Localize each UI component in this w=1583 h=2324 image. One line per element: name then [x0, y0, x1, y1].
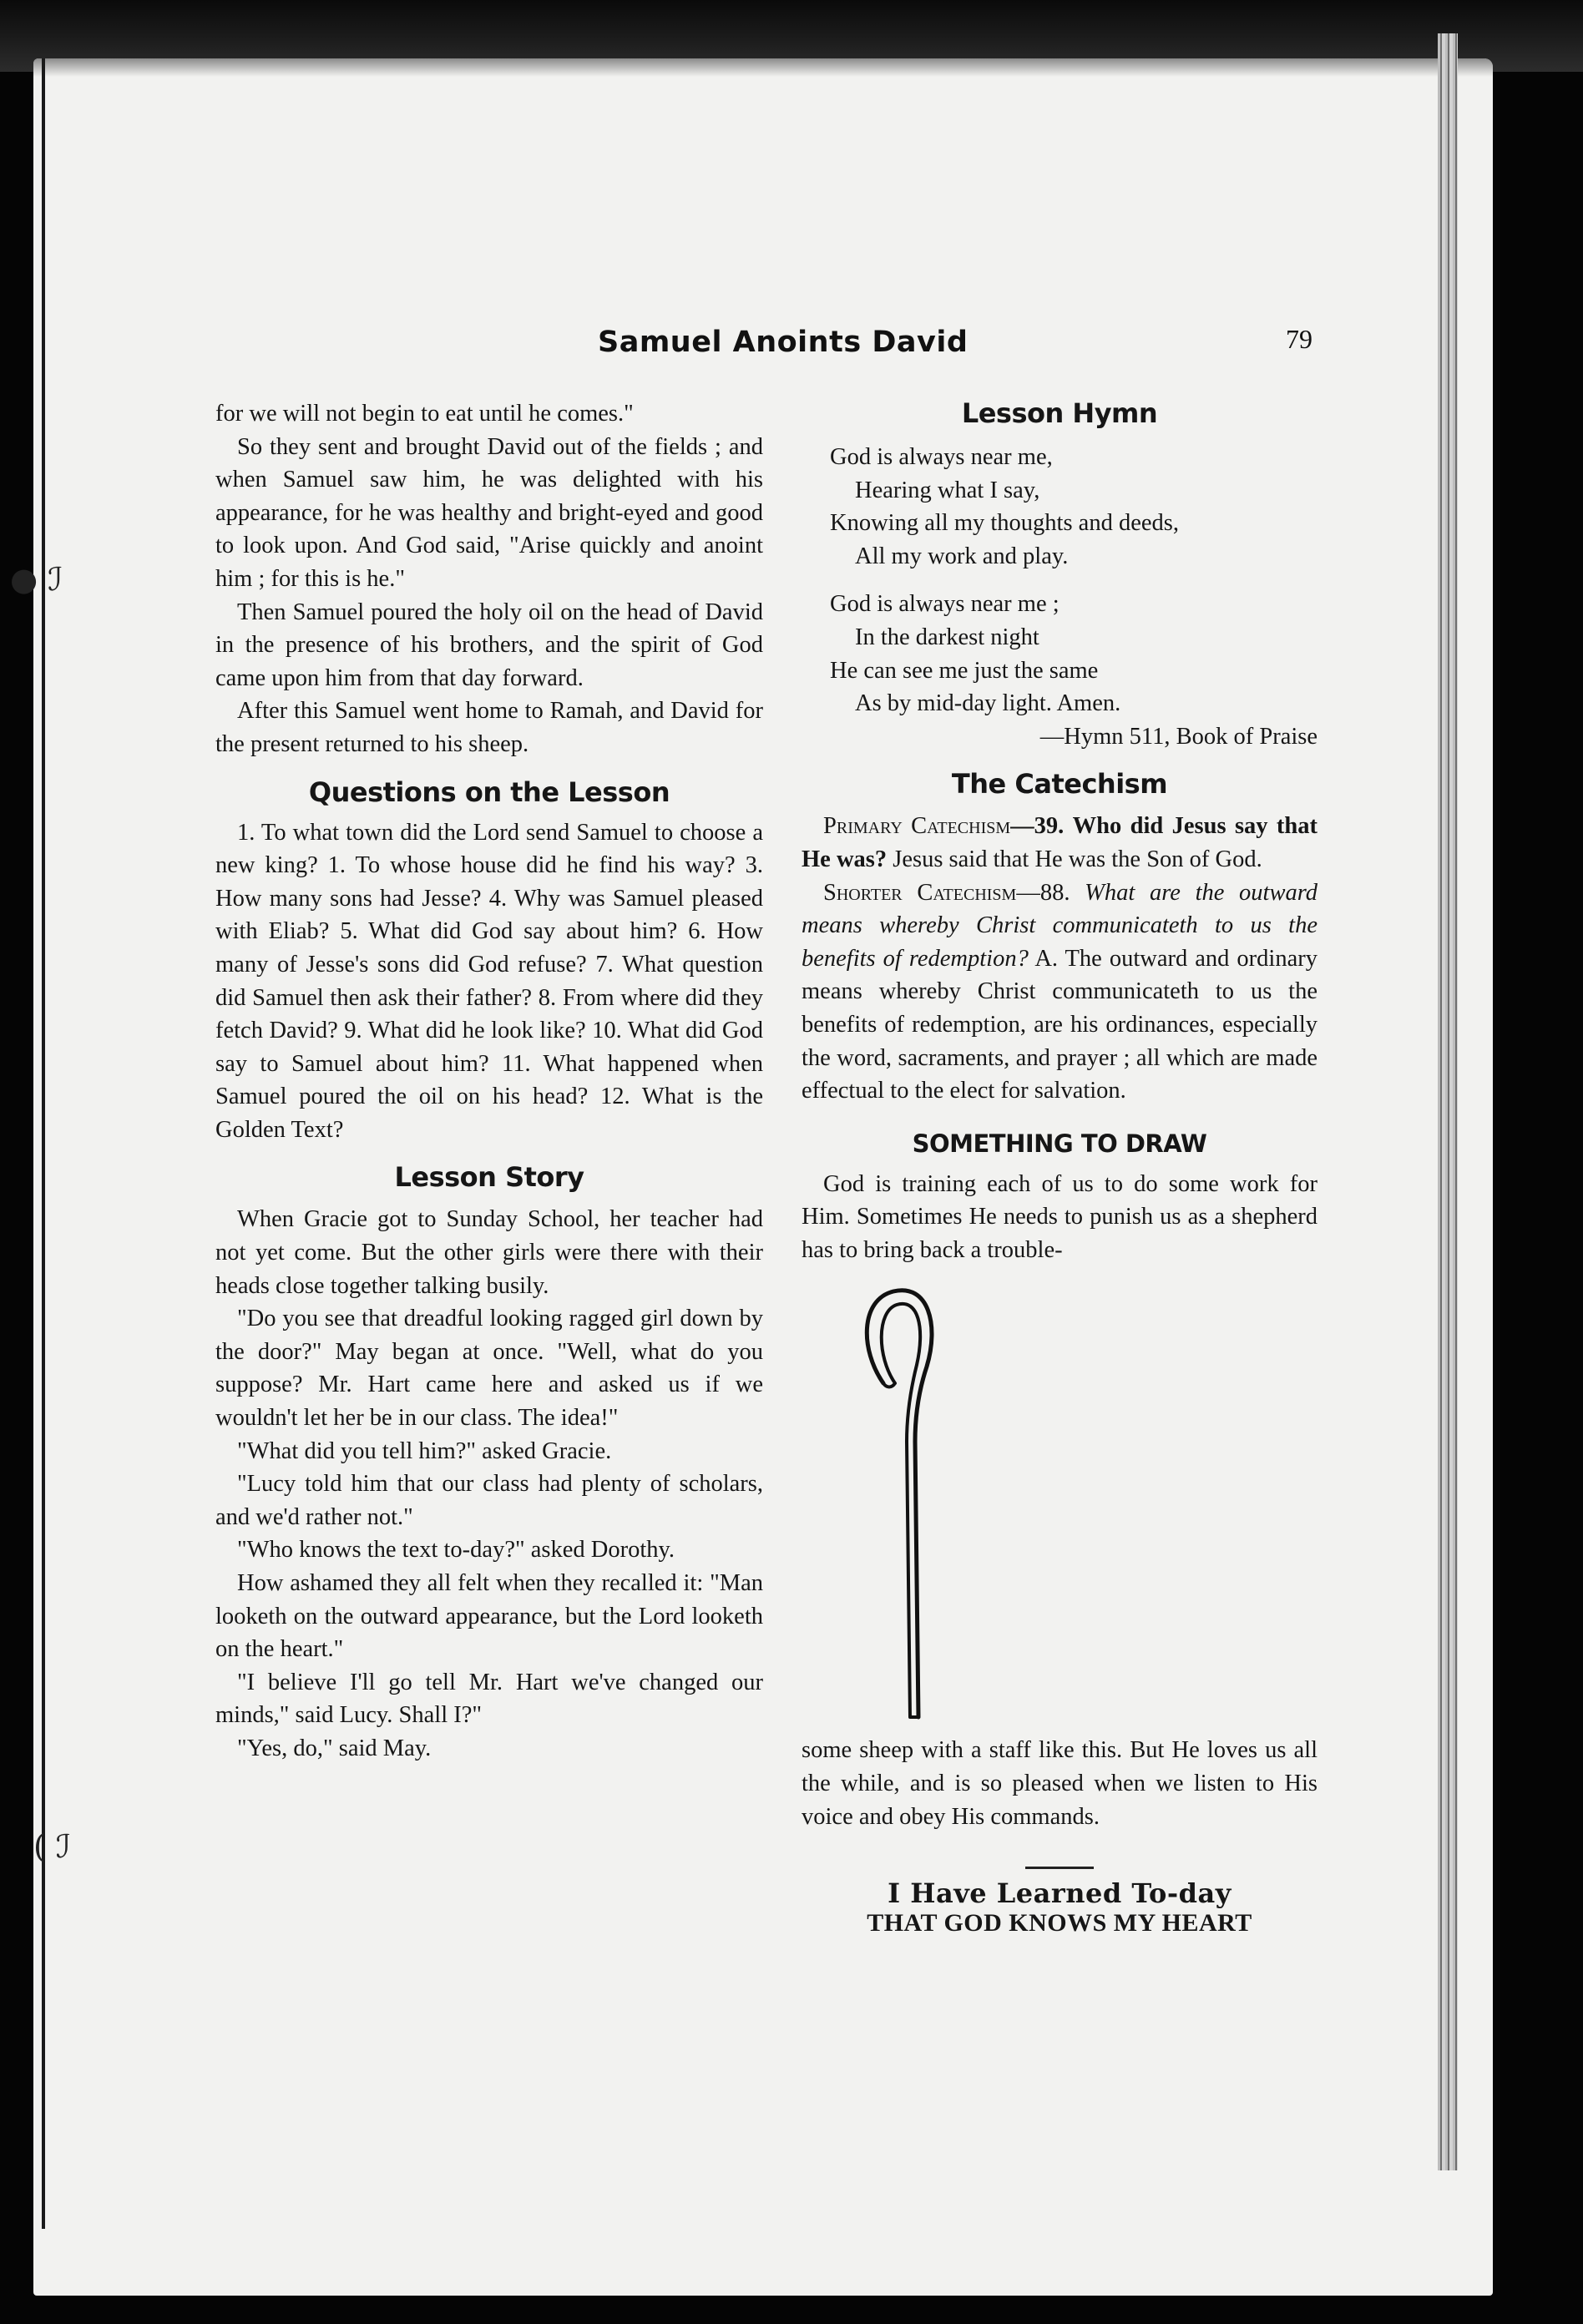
hymn-line: Hearing what I say, [855, 477, 1040, 503]
hymn-attribution: —Hymn 511, Book of Praise [1039, 723, 1317, 750]
hymn-stanza-2 [830, 588, 1317, 720]
hymn-line: All my work and play. [855, 543, 1069, 569]
story-paragraph: "What did you tell him?" asked Gracie. [237, 1437, 612, 1464]
hymn-line: As by mid-day light. Amen. [855, 690, 1121, 717]
something-to-draw-heading: SOMETHING TO DRAW [912, 1129, 1207, 1158]
primary-catechism-question: Who did Jesus say that He was? [802, 813, 1318, 872]
margin-mark-top: ● ℐ [10, 561, 63, 598]
hymn-line: In the darkest night [855, 624, 1039, 650]
divider-rule [1025, 1867, 1094, 1869]
shorter-catechism-number: —88. [1016, 879, 1070, 906]
story-continued-paragraph: After this Samuel went home to Ramah, and David for the present returned to his sheep. [215, 698, 763, 757]
story-paragraph: "Who knows the text to-day?" asked Dorothy. [237, 1537, 675, 1564]
learned-today-heading: I Have Learned To-day [888, 1877, 1232, 1910]
lesson-hymn-heading: Lesson Hymn [961, 397, 1158, 429]
draw-text-2: some sheep with a staff like this. But He loves us all the while, and is so pleased when we listen to His voice and obey His commands. [802, 1737, 1317, 1830]
story-paragraph: "Lucy told him that our class had plenty of scholars, and we'd rather not." [215, 1471, 763, 1530]
hymn-line: God is always near me, [830, 444, 1053, 470]
hymn-line: God is always near me ; [830, 591, 1060, 618]
story-continued-paragraph: Then Samuel poured the holy oil on the head of David in the presence of his brothers, and the spirit of God came upon him from that day forward. [215, 599, 763, 691]
shorter-catechism-answer: A. The outward and ordinary means whereby Christ communicateth to us the benefits of redemption, are his ordinances, especially the word, sacraments, and prayer ; all which are made effectual to the elect for salvation. [802, 945, 1317, 1104]
lesson-story-heading: Lesson Story [394, 1161, 584, 1194]
hymn-line: Knowing all my thoughts and deeds, [830, 510, 1179, 537]
questions-text: 1. To what town did the Lord send Samuel to choose a new king? 1. To whose house did he find his way? 3. How many sons had Jesse? 4. Why was Samuel pleased with Eliab? 5. What did God say about him? 6. How many of Jesse's sons did God refuse? 7. What question did Samuel then ask their father? 8. From where did they fetch David? 9. What did he look like? 10. What did God say to Samuel about him? 11. What happened when Samuel poured the oil on his head? 12. What is the Golden Text? [215, 819, 763, 1143]
draw-text-1: God is training each of us to do some work for Him. Sometimes He needs to punish us as a shepherd has to bring back a trouble- [802, 1170, 1317, 1263]
shorter-catechism-label: Shorter Catechism [823, 879, 1017, 906]
story-paragraph: "Do you see that dreadful looking ragged girl down by the door?" May began at once. "Well, what do you suppose? Mr. Hart came here and asked us if we wouldn't let her be in our class. The idea!" [215, 1306, 763, 1432]
catechism-heading: The Catechism [951, 768, 1168, 801]
left-column [215, 397, 763, 1766]
primary-catechism-number: —39. [1010, 813, 1065, 840]
learned-today-text: THAT GOD KNOWS MY HEART [867, 1909, 1252, 1938]
page-number: 79 [1286, 324, 1312, 354]
page-left-edge [42, 58, 45, 2229]
right-column [802, 397, 1317, 1938]
margin-mark-bottom: ( ℐ [33, 1828, 71, 1865]
staff-illustration [802, 1266, 1317, 1734]
running-header: Samuel Anoints David [598, 326, 969, 359]
primary-catechism-label: Primary Catechism [823, 813, 1011, 840]
story-continued-paragraph: So they sent and brought David out of the fields ; and when Samuel saw him, he was delighted with his appearance, for he was healthy and bright-eyed and good to look upon. And God said, "Arise quickly and anoint him ; for this is he." [215, 433, 763, 592]
questions-heading: Questions on the Lesson [308, 776, 670, 808]
story-paragraph: "I believe I'll go tell Mr. Hart we've changed our minds," said Lucy. Shall I?" [215, 1669, 763, 1729]
shepherd-staff-icon [835, 1266, 1002, 1734]
primary-catechism [802, 810, 1317, 876]
primary-catechism-answer: Jesus said that He was the Son of God. [893, 846, 1262, 872]
shorter-catechism [802, 877, 1317, 1108]
hymn-line: He can see me just the same [830, 657, 1099, 684]
hymn-stanza-1 [830, 441, 1317, 573]
shorter-catechism-question: What are the outward means whereby Christ communicateth to us the benefits of redemption? [802, 879, 1318, 972]
book-spine-edge [1438, 33, 1458, 2170]
story-continued-line: for we will not begin to eat until he comes." [215, 401, 634, 427]
story-paragraph: "Yes, do," said May. [237, 1735, 432, 1761]
story-paragraph: How ashamed they all felt when they recalled it: "Man looketh on the outward appearance, but the Lord looketh on the heart." [215, 1570, 763, 1663]
story-paragraph: When Gracie got to Sunday School, her teacher had not yet come. But the other girls were there with their heads close together talking busily. [215, 1206, 763, 1299]
